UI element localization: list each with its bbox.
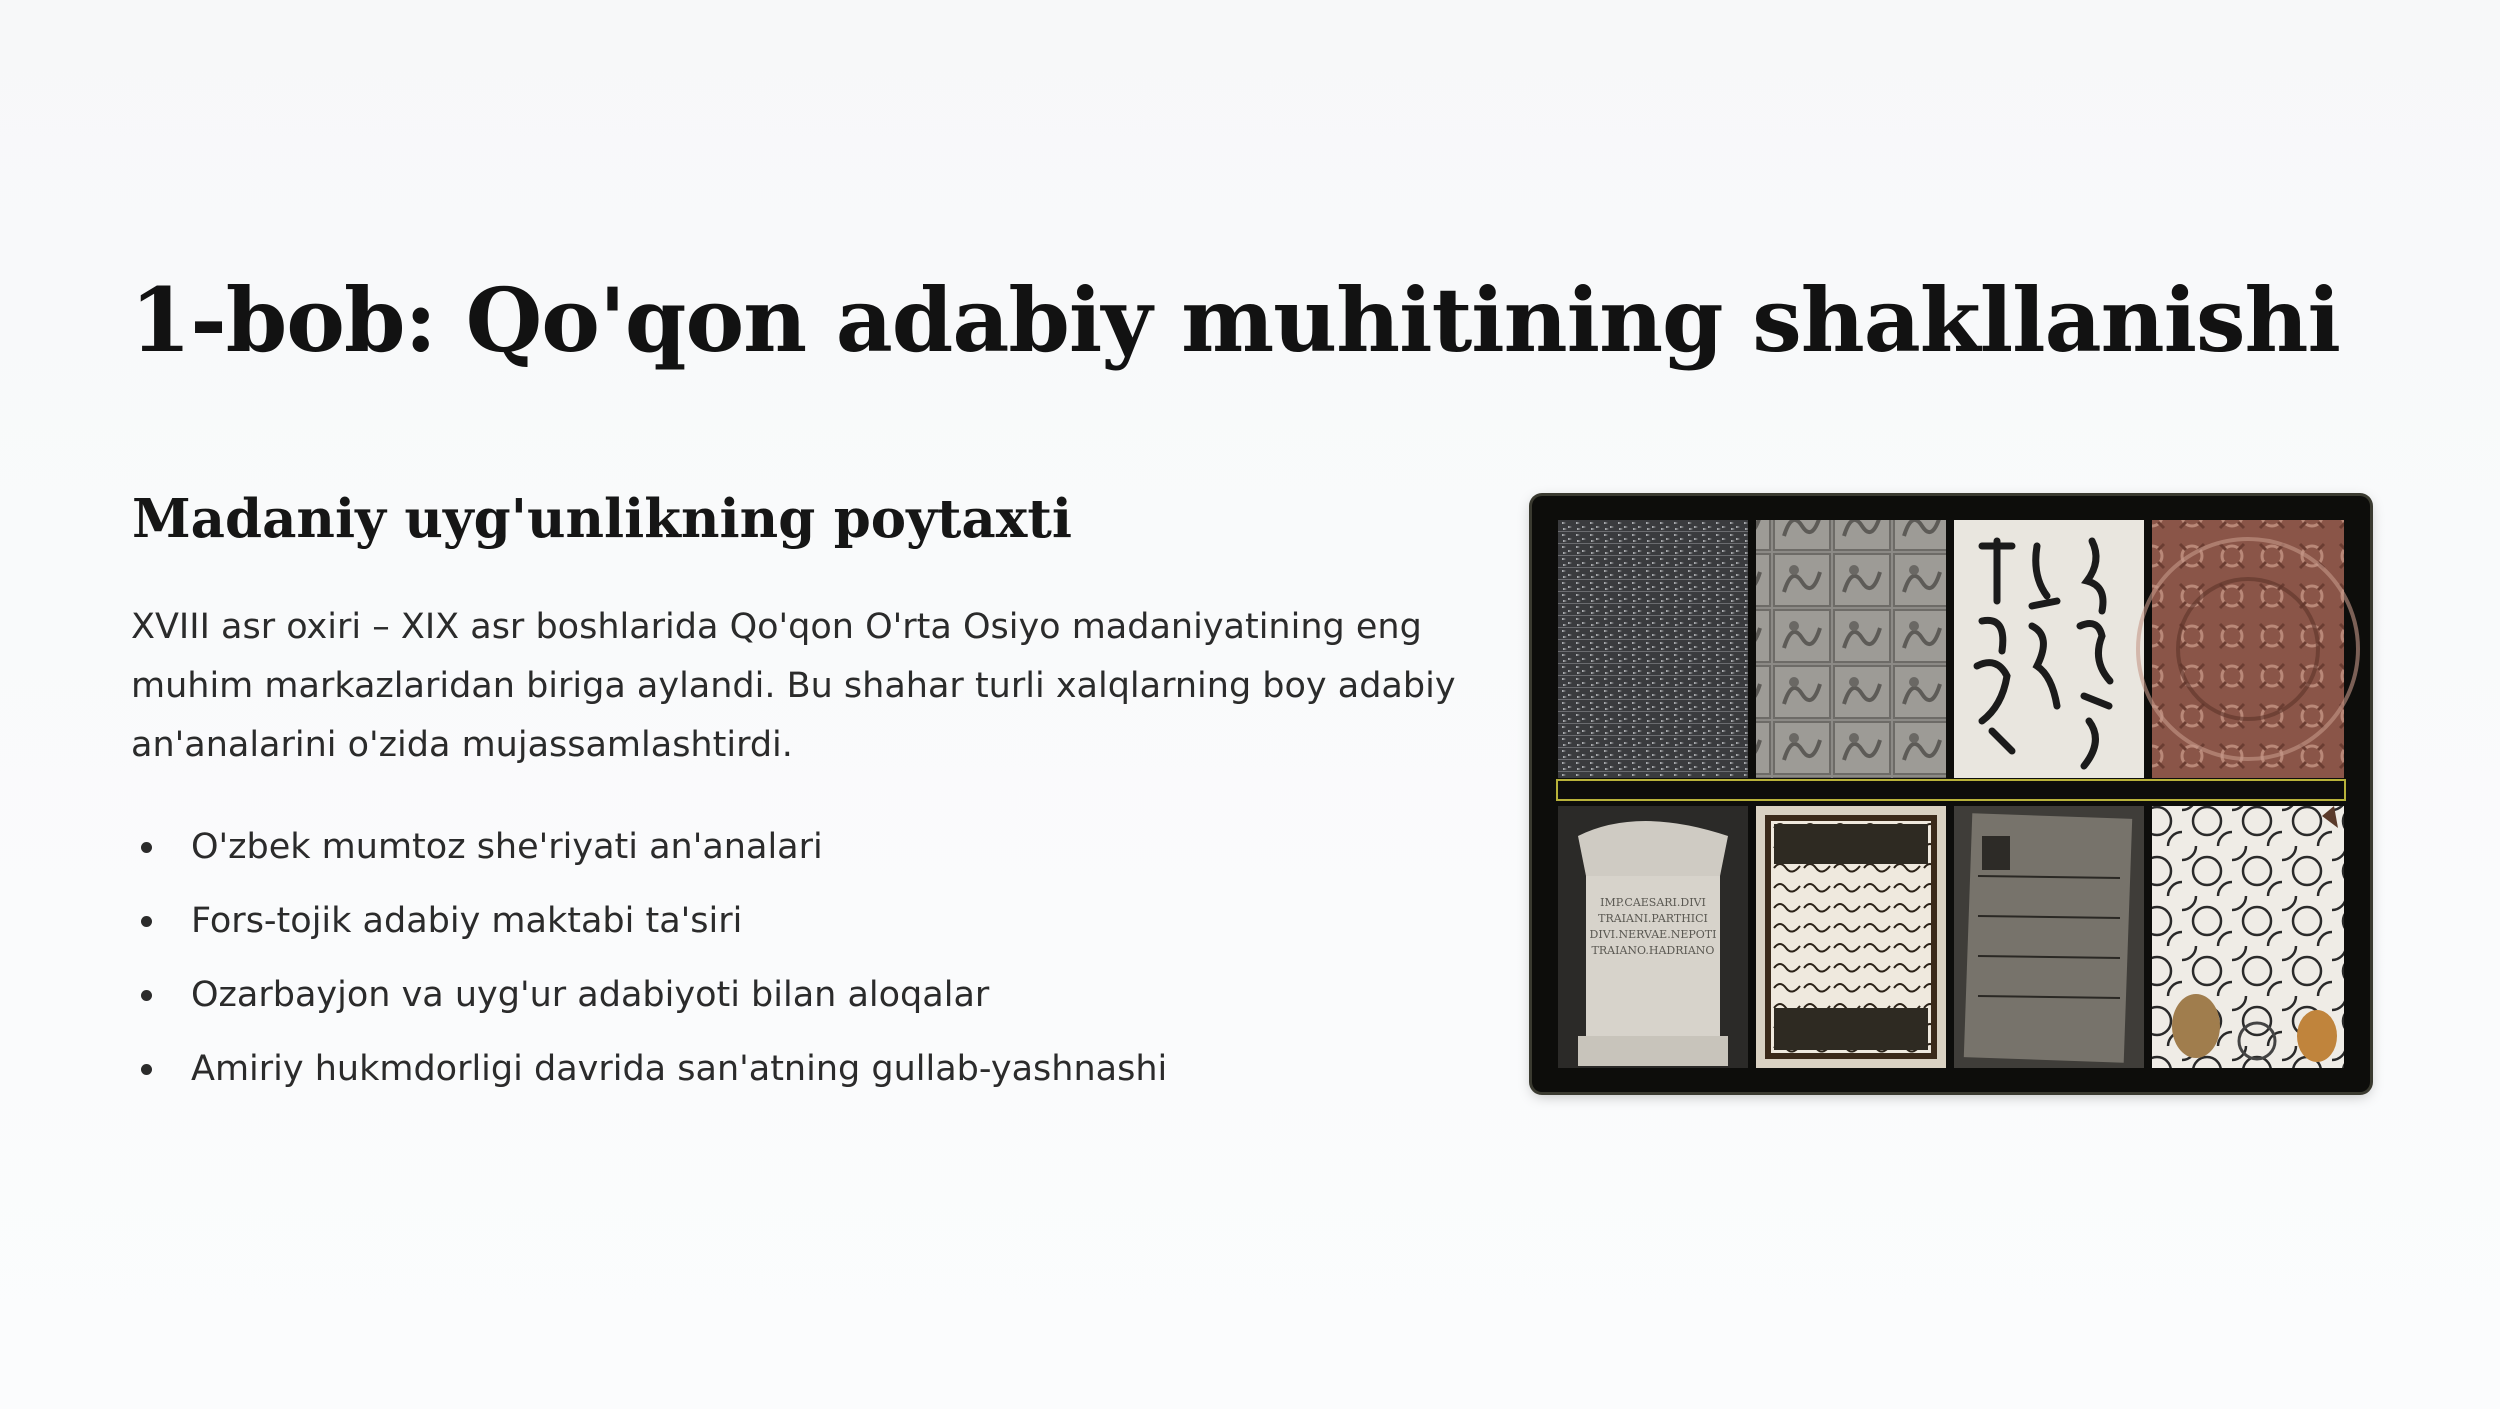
svg-text:TRAIANO.HADRIANO: TRAIANO.HADRIANO xyxy=(1591,944,1715,957)
bullet-text: Ozarbayjon va uyg'ur adabiyoti bilan aloqalar xyxy=(191,975,990,1015)
bullet-item xyxy=(131,810,1167,884)
bullet-dot-icon xyxy=(141,916,152,927)
bullet-dot-icon xyxy=(141,990,152,1001)
bullet-item xyxy=(131,884,1167,958)
highlight-frame xyxy=(1556,779,2346,801)
bullet-text: Amiriy hukmdorligi davrida san'atning gullab-yashnashi xyxy=(191,1049,1168,1089)
manuscript-collage-image xyxy=(1532,496,2370,1092)
svg-text:TRAIANI.PARTHICI: TRAIANI.PARTHICI xyxy=(1598,912,1708,925)
bullet-dot-icon xyxy=(141,842,152,853)
svg-text:DIVI.NERVAE.NEPOTI: DIVI.NERVAE.NEPOTI xyxy=(1589,928,1717,941)
intro-paragraph: XVIII asr oxiri – XIX asr boshlarida Qo'qon O'rta Osiyo madaniyatining eng muhim markazlaridan biriga aylandi. Bu shahar turli xalqlarning boy adabiy an'analarini o'zida mujassamlashtirdi. xyxy=(131,607,1456,765)
slide-title: 1-bob: Qo'qon adabiy muhitining shakllanishi xyxy=(130,268,2340,372)
bullet-list xyxy=(131,810,1167,1106)
bullet-text: O'zbek mumtoz she'riyati an'analari xyxy=(191,827,823,867)
bullet-item xyxy=(131,1032,1167,1106)
bullet-dot-icon xyxy=(141,1064,152,1075)
bullet-item xyxy=(131,958,1167,1032)
bullet-text: Fors-tojik adabiy maktabi ta'siri xyxy=(191,901,743,941)
section-subtitle: Madaniy uyg'unlikning poytaxti xyxy=(132,488,1072,550)
svg-text:IMP.CAESARI.DIVI: IMP.CAESARI.DIVI xyxy=(1600,896,1706,909)
